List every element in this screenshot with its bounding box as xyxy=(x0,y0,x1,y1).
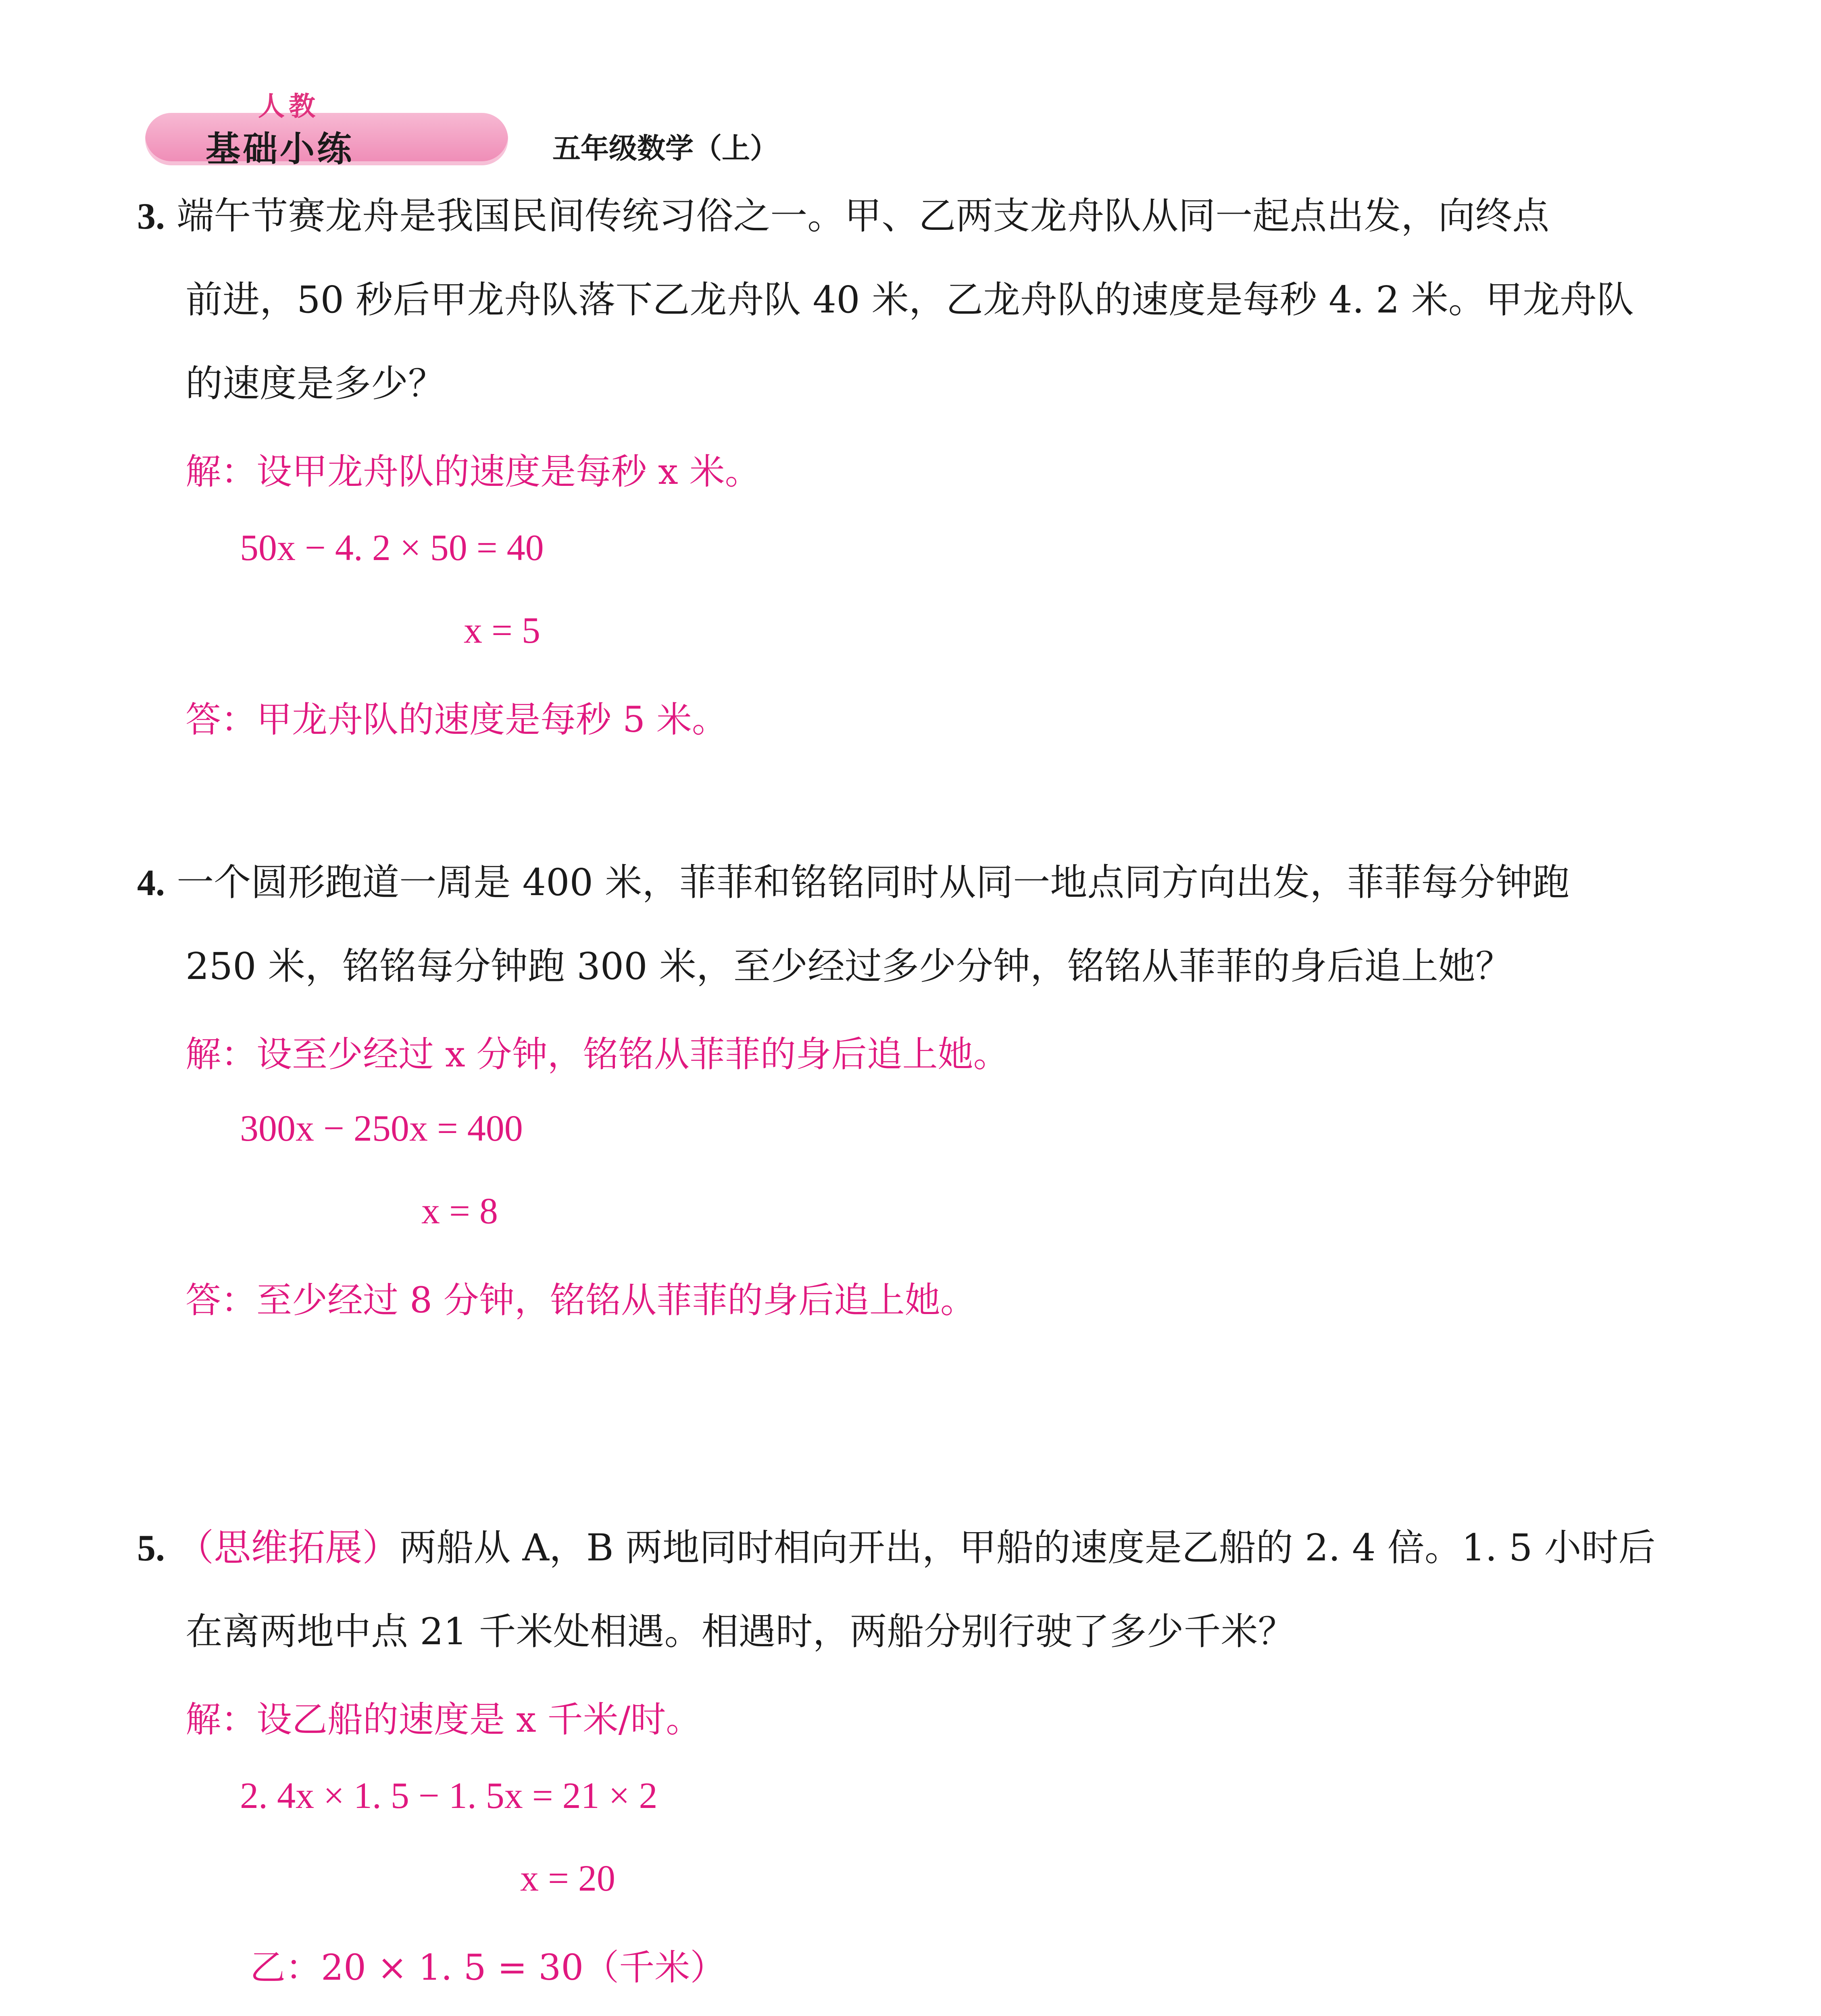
question-5-line-1: 5. （思维拓展）两船从 A，B 两地同时相向开出，甲船的速度是乙船的 2. 4 倍。1. 5 小时后 xyxy=(137,1526,1656,1569)
answer-4-setup: 解：设至少经过 x 分钟，铭铭从菲菲的身后追上她。 xyxy=(185,1033,1009,1075)
question-3-line-3: 的速度是多少？ xyxy=(185,362,446,405)
question-text: 端午节赛龙舟是我国民间传统习俗之一。甲、乙两支龙舟队从同一起点出发，向终点 xyxy=(177,194,1550,237)
answer-4-solution: x = 8 xyxy=(421,1190,498,1231)
question-4-line-2: 250 米，铭铭每分钟跑 300 米，至少经过多少分钟，铭铭从菲菲的身后追上她？ xyxy=(185,945,1513,988)
question-5-line-2: 在离两地中点 21 千米处相遇。相遇时，两船分别行驶了多少千米？ xyxy=(185,1610,1295,1653)
answer-5-ship-b: 乙：20 × 1. 5 = 30（千米） xyxy=(250,1947,726,1988)
page-header xyxy=(137,81,778,185)
answer-3-solution: x = 5 xyxy=(464,610,540,651)
question-number: 3 xyxy=(137,196,156,237)
question-4-line-1: 4. 一个圆形跑道一周是 400 米，菲菲和铭铭同时从同一地点同方向出发，菲菲每分钟跑 xyxy=(137,861,1570,904)
answer-4-conclusion: 答：至少经过 8 分钟，铭铭从菲菲的身后追上她。 xyxy=(185,1279,976,1321)
answer-3-equation: 50x − 4. 2 × 50 = 40 xyxy=(240,527,544,568)
answer-5-setup: 解：设乙船的速度是 x 千米/时。 xyxy=(185,1699,702,1740)
question-number: 4 xyxy=(137,862,156,903)
answer-5-equation: 2. 4x × 1. 5 − 1. 5x = 21 × 2 xyxy=(240,1775,658,1816)
answer-3-setup: 解：设甲龙舟队的速度是每秒 x 米。 xyxy=(185,451,760,492)
series-title: 基础小练 xyxy=(206,129,354,169)
question-text: 一个圆形跑道一周是 400 米，菲菲和铭铭同时从同一地点同方向出发，菲菲每分钟跑 xyxy=(177,861,1570,904)
question-3-line-2: 前进，50 秒后甲龙舟队落下乙龙舟队 40 米，乙龙舟队的速度是每秒 4. 2 米。甲龙舟队 xyxy=(185,278,1634,321)
answer-5-solution: x = 20 xyxy=(520,1858,615,1899)
grade-subject: 五年级数学（上） xyxy=(552,132,778,165)
publisher-tag: 人教 xyxy=(258,91,319,122)
question-text: 两船从 A，B 两地同时相向开出，甲船的速度是乙船的 2. 4 倍。1. 5 小时后 xyxy=(399,1526,1656,1569)
question-3-line-1: 3. 端午节赛龙舟是我国民间传统习俗之一。甲、乙两支龙舟队从同一起点出发，向终点 xyxy=(137,194,1550,237)
question-tag: （思维拓展） xyxy=(177,1526,400,1569)
answer-4-equation: 300x − 250x = 400 xyxy=(240,1108,523,1149)
question-number: 5 xyxy=(137,1527,156,1568)
answer-3-conclusion: 答：甲龙舟队的速度是每秒 5 米。 xyxy=(185,699,727,740)
